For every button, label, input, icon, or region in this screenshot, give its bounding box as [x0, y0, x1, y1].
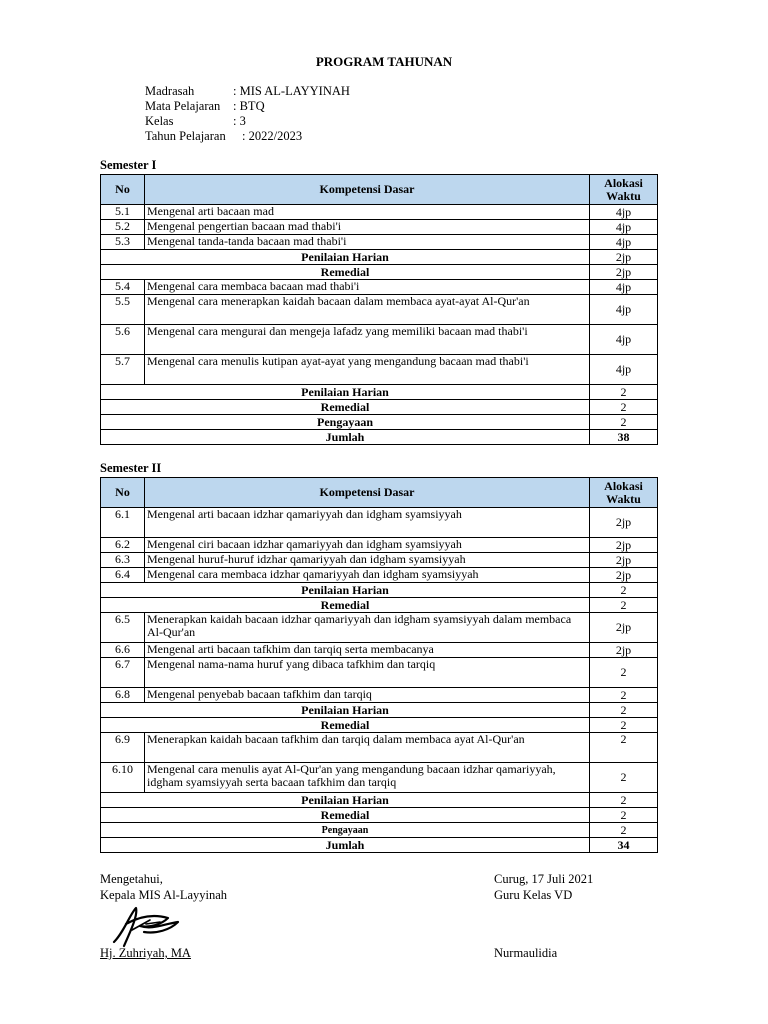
meta-mapel-value: : BTQ — [233, 99, 265, 113]
competency-text: Mengenal nama-nama huruf yang dibaca tafkhim dan tarqiq — [145, 658, 590, 688]
header-alokasi-waktu: Alokasi Waktu — [590, 478, 658, 508]
summary-row — [101, 718, 658, 733]
teacher-name: Nurmaulidia — [494, 946, 558, 960]
time-allocation: 4jp — [590, 280, 658, 295]
principal-signature-icon — [110, 902, 190, 950]
row-number: 5.5 — [101, 295, 145, 325]
meta-madrasah — [145, 84, 350, 99]
time-allocation: 2jp — [590, 553, 658, 568]
competency-text: Mengenal huruf-huruf idzhar qamariyyah dan idgham syamsiyyah — [145, 553, 590, 568]
meta-madrasah-label: Madrasah — [145, 84, 195, 98]
row-number: 6.3 — [101, 553, 145, 568]
semester-1-title: Semester I — [100, 158, 157, 172]
meta-kelas-label: Kelas — [145, 114, 174, 128]
time-allocation: 2jp — [590, 613, 658, 643]
summary-label: Penilaian Harian — [101, 703, 590, 718]
table-row — [101, 643, 658, 658]
time-allocation: 4jp — [590, 295, 658, 325]
table-row — [101, 205, 658, 220]
time-allocation: 2jp — [590, 265, 658, 280]
summary-label: Remedial — [101, 400, 590, 415]
meta-madrasah-value: : MIS AL-LAYYINAH — [233, 84, 350, 98]
time-allocation: 2 — [590, 385, 658, 400]
summary-label: Penilaian Harian — [101, 250, 590, 265]
row-number: 6.2 — [101, 538, 145, 553]
header-no: No — [101, 478, 145, 508]
header-alokasi-waktu: Alokasi Waktu — [590, 175, 658, 205]
time-allocation: 4jp — [590, 355, 658, 385]
header-kompetensi-dasar: Kompetensi Dasar — [145, 478, 590, 508]
summary-row — [101, 265, 658, 280]
summary-label: Pengayaan — [101, 823, 590, 838]
competency-text: Menerapkan kaidah bacaan tafkhim dan tarqiq dalam membaca ayat Al-Qur'an — [145, 733, 590, 763]
time-allocation: 2 — [590, 658, 658, 688]
teacher-title: Guru Kelas VD — [494, 888, 573, 902]
principal-title: Kepala MIS Al-Layyinah — [100, 888, 228, 902]
competency-text: Mengenal tanda-tanda bacaan mad thabi'i — [145, 235, 590, 250]
time-allocation: 2 — [590, 733, 658, 763]
summary-label: Pengayaan — [101, 415, 590, 430]
competency-text: Mengenal cara menulis kutipan ayat-ayat yang mengandung bacaan mad thabi'i — [145, 355, 590, 385]
time-allocation: 2 — [590, 703, 658, 718]
competency-text: Menerapkan kaidah bacaan idzhar qamariyyah dan idgham syamsiyyah dalam membaca Al-Qur'an — [145, 613, 590, 643]
summary-label: Penilaian Harian — [101, 793, 590, 808]
table-row — [101, 613, 658, 643]
semester-1-table — [100, 174, 658, 445]
table-row — [101, 355, 658, 385]
competency-text: Mengenal cara membaca bacaan mad thabi'i — [145, 280, 590, 295]
row-number: 5.3 — [101, 235, 145, 250]
summary-label: Remedial — [101, 718, 590, 733]
meta-tahun-label: Tahun Pelajaran — [145, 129, 226, 143]
semester-2-table — [100, 477, 658, 853]
summary-label: Jumlah — [101, 838, 590, 853]
row-number: 6.1 — [101, 508, 145, 538]
meta-mapel — [145, 99, 265, 114]
principal-name: Hj. Zuhriyah, MA — [100, 946, 191, 960]
time-allocation: 4jp — [590, 235, 658, 250]
summary-row — [101, 415, 658, 430]
competency-text: Mengenal penyebab bacaan tafkhim dan tarqiq — [145, 688, 590, 703]
row-number: 6.8 — [101, 688, 145, 703]
time-allocation: 4jp — [590, 205, 658, 220]
row-number: 6.7 — [101, 658, 145, 688]
row-number: 5.2 — [101, 220, 145, 235]
meta-tahun-value: : 2022/2023 — [242, 129, 303, 143]
time-allocation: 38 — [590, 430, 658, 445]
table-row — [101, 325, 658, 355]
signature-block-principal — [100, 871, 227, 903]
time-allocation: 2jp — [590, 538, 658, 553]
summary-row — [101, 793, 658, 808]
time-allocation: 2jp — [590, 568, 658, 583]
summary-label: Remedial — [101, 598, 590, 613]
summary-row — [101, 250, 658, 265]
time-allocation: 2 — [590, 415, 658, 430]
table-row — [101, 688, 658, 703]
summary-row — [101, 808, 658, 823]
teacher-date: Curug, 17 Juli 2021 — [494, 872, 594, 886]
time-allocation: 4jp — [590, 220, 658, 235]
row-number: 5.4 — [101, 280, 145, 295]
row-number: 5.1 — [101, 205, 145, 220]
principal-line-1: Mengetahui, — [100, 872, 163, 886]
competency-text: Mengenal ciri bacaan idzhar qamariyyah dan idgham syamsiyyah — [145, 538, 590, 553]
summary-row — [101, 823, 658, 838]
competency-text: Mengenal arti bacaan mad — [145, 205, 590, 220]
table-row — [101, 295, 658, 325]
time-allocation: 2 — [590, 808, 658, 823]
table-row — [101, 508, 658, 538]
competency-text: Mengenal arti bacaan idzhar qamariyyah dan idgham syamsiyyah — [145, 508, 590, 538]
time-allocation: 2 — [590, 718, 658, 733]
time-allocation: 2jp — [590, 508, 658, 538]
header-no: No — [101, 175, 145, 205]
table-row — [101, 763, 658, 793]
time-allocation: 2 — [590, 583, 658, 598]
meta-mapel-label: Mata Pelajaran — [145, 99, 221, 113]
table-row — [101, 220, 658, 235]
summary-label: Penilaian Harian — [101, 583, 590, 598]
table-row — [101, 568, 658, 583]
summary-row — [101, 385, 658, 400]
header-kompetensi-dasar: Kompetensi Dasar — [145, 175, 590, 205]
time-allocation: 2 — [590, 688, 658, 703]
row-number: 5.7 — [101, 355, 145, 385]
competency-text: Mengenal cara menulis ayat Al-Qur'an yang mengandung bacaan idzhar qamariyyah, idgham syamsiyyah serta bacaan tafkhim dan tarqiq — [145, 763, 590, 793]
time-allocation: 4jp — [590, 325, 658, 355]
time-allocation: 2 — [590, 400, 658, 415]
summary-row — [101, 583, 658, 598]
row-number: 6.10 — [101, 763, 145, 793]
row-number: 6.5 — [101, 613, 145, 643]
time-allocation: 2jp — [590, 250, 658, 265]
row-number: 5.6 — [101, 325, 145, 355]
row-number: 6.4 — [101, 568, 145, 583]
time-allocation: 2 — [590, 598, 658, 613]
time-allocation: 2 — [590, 823, 658, 838]
table-row — [101, 658, 658, 688]
row-number: 6.9 — [101, 733, 145, 763]
row-number: 6.6 — [101, 643, 145, 658]
summary-label: Remedial — [101, 808, 590, 823]
summary-row — [101, 838, 658, 853]
time-allocation: 2jp — [590, 643, 658, 658]
document-meta — [145, 84, 350, 144]
table-row — [101, 553, 658, 568]
semester-2-title: Semester II — [100, 461, 162, 475]
meta-kelas-value: : 3 — [233, 114, 246, 128]
time-allocation: 2 — [590, 763, 658, 793]
competency-text: Mengenal arti bacaan tafkhim dan tarqiq serta membacanya — [145, 643, 590, 658]
table-row — [101, 235, 658, 250]
document-title: PROGRAM TAHUNAN — [315, 54, 453, 69]
signature-block-teacher — [494, 871, 593, 903]
table-row — [101, 280, 658, 295]
summary-label: Penilaian Harian — [101, 385, 590, 400]
meta-tahun — [145, 129, 303, 144]
summary-row — [101, 430, 658, 445]
summary-label: Jumlah — [101, 430, 590, 445]
competency-text: Mengenal cara menerapkan kaidah bacaan dalam membaca ayat-ayat Al-Qur'an — [145, 295, 590, 325]
table-row — [101, 538, 658, 553]
summary-row — [101, 400, 658, 415]
summary-row — [101, 703, 658, 718]
summary-label: Remedial — [101, 265, 590, 280]
time-allocation: 34 — [590, 838, 658, 853]
competency-text: Mengenal cara mengurai dan mengeja lafadz yang memiliki bacaan mad thabi'i — [145, 325, 590, 355]
time-allocation: 2 — [590, 793, 658, 808]
meta-kelas — [145, 114, 246, 129]
competency-text: Mengenal cara membaca idzhar qamariyyah dan idgham syamsiyyah — [145, 568, 590, 583]
competency-text: Mengenal pengertian bacaan mad thabi'i — [145, 220, 590, 235]
summary-row — [101, 598, 658, 613]
table-row — [101, 733, 658, 763]
